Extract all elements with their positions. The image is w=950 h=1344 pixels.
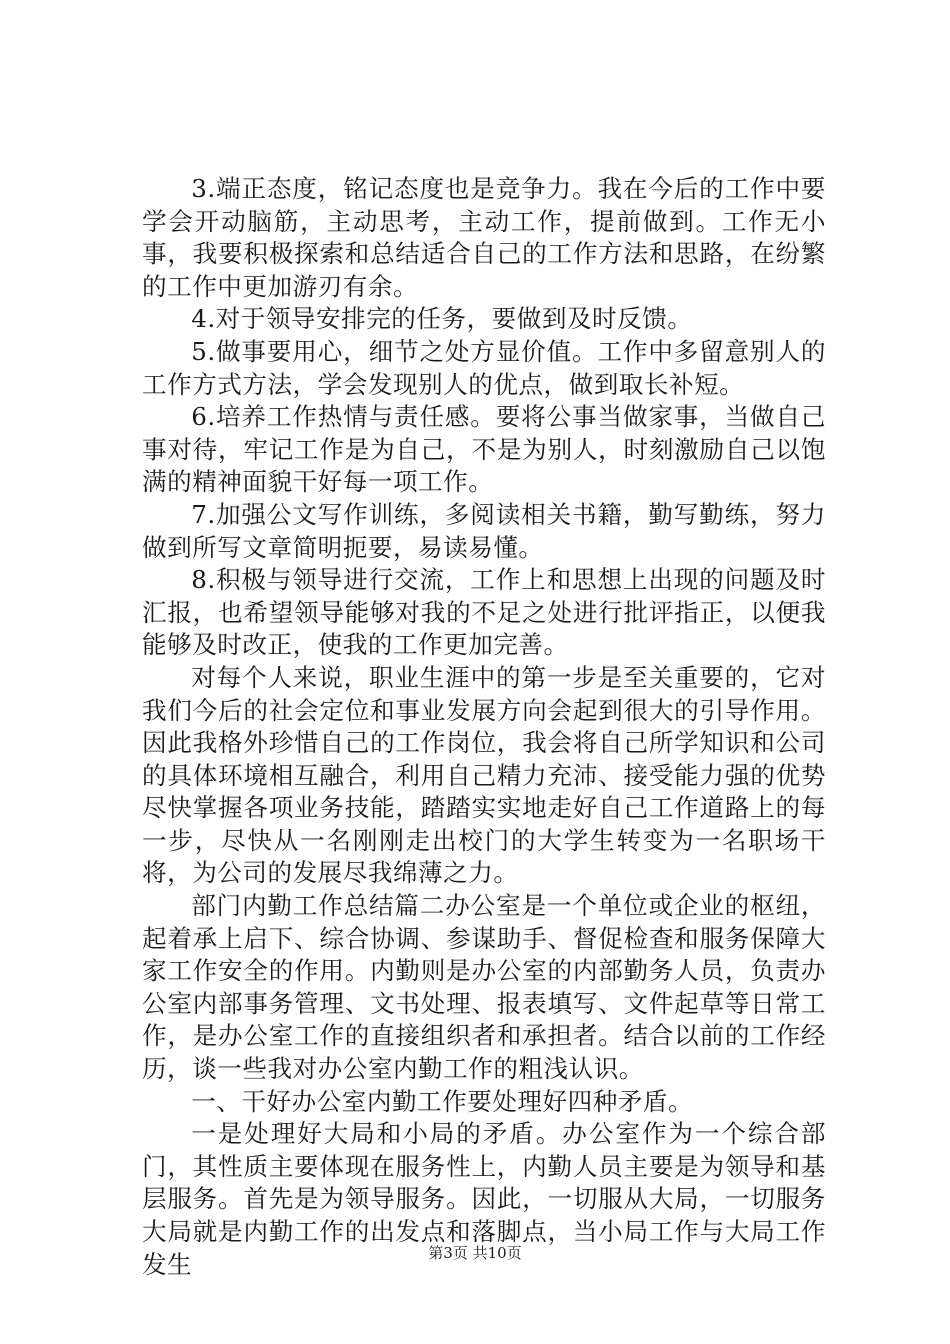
paragraph-item-5: 5.做事要用心，细节之处方显价值。工作中多留意别人的工作方式方法，学会发现别人的优点，做到取长补短。 <box>142 336 826 399</box>
paragraph-item-3: 3.端正态度，铭记态度也是竞争力。我在今后的工作中要学会开动脑筋，主动思考，主动工作，提前做到。工作无小事，我要积极探索和总结适合自己的工作方法和思路，在纷繁的工作中更加游刃有余。 <box>142 174 826 301</box>
paragraph-summary-part-two: 部门内勤工作总结篇二办公室是一个单位或企业的枢纽，起着承上启下、综合协调、参谋助手、督促检查和服务保障大家工作安全的作用。内勤则是办公室的内部勤务人员，负责办公室内部事务管理、文书处理、报表填写、文件起草等日常工作，是办公室工作的直接组织者和承担者。结合以前的工作经历，谈一些我对办公室内勤工作的粗浅认识。 <box>142 891 826 1084</box>
section-heading-four-contradictions: 一、干好办公室内勤工作要处理好四种矛盾。 <box>191 1086 694 1116</box>
paragraph-item-7: 7.加强公文写作训练，多阅读相关书籍，勤写勤练，努力做到所写文章简明扼要，易读易懂。 <box>142 499 826 562</box>
paragraph-big-small-picture: 一是处理好大局和小局的矛盾。办公室作为一个综合部门，其性质主要体现在服务性上，内勤人员主要是为领导和基层服务。首先是为领导服务。因此，一切服从大局，一切服务大局就是内勤工作的出发点和落脚点，当小局工作与大局工作发生 <box>142 1119 826 1279</box>
paragraph-item-8: 8.积极与领导进行交流，工作上和思想上出现的问题及时汇报，也希望领导能够对我的不足之处进行批评指正，以便我能够及时改正，使我的工作更加完善。 <box>142 565 826 660</box>
paragraph-career-first-step: 对每个人来说，职业生涯中的第一步是至关重要的，它对我们今后的社会定位和事业发展方向会起到很大的引导作用。因此我格外珍惜自己的工作岗位，我会将自己所学知识和公司的具体环境相互融合，利用自己精力充沛、接受能力强的优势尽快掌握各项业务技能，踏踏实实地走好自己工作道路上的每一步，尽快从一名刚刚走出校门的大学生转变为一名职场干将，为公司的发展尽我绵薄之力。 <box>142 662 826 888</box>
paragraph-item-6: 6.培养工作热情与责任感。要将公事当做家事，当做自己事对待，牢记工作是为自己，不是为别人，时刻激励自己以饱满的精神面貌干好每一项工作。 <box>142 402 826 497</box>
document-body <box>142 173 826 1281</box>
paragraph-item-4: 4.对于领导安排完的任务，要做到及时反馈。 <box>191 304 693 334</box>
page-number-footer: 第3页 共10页 <box>428 1244 522 1262</box>
